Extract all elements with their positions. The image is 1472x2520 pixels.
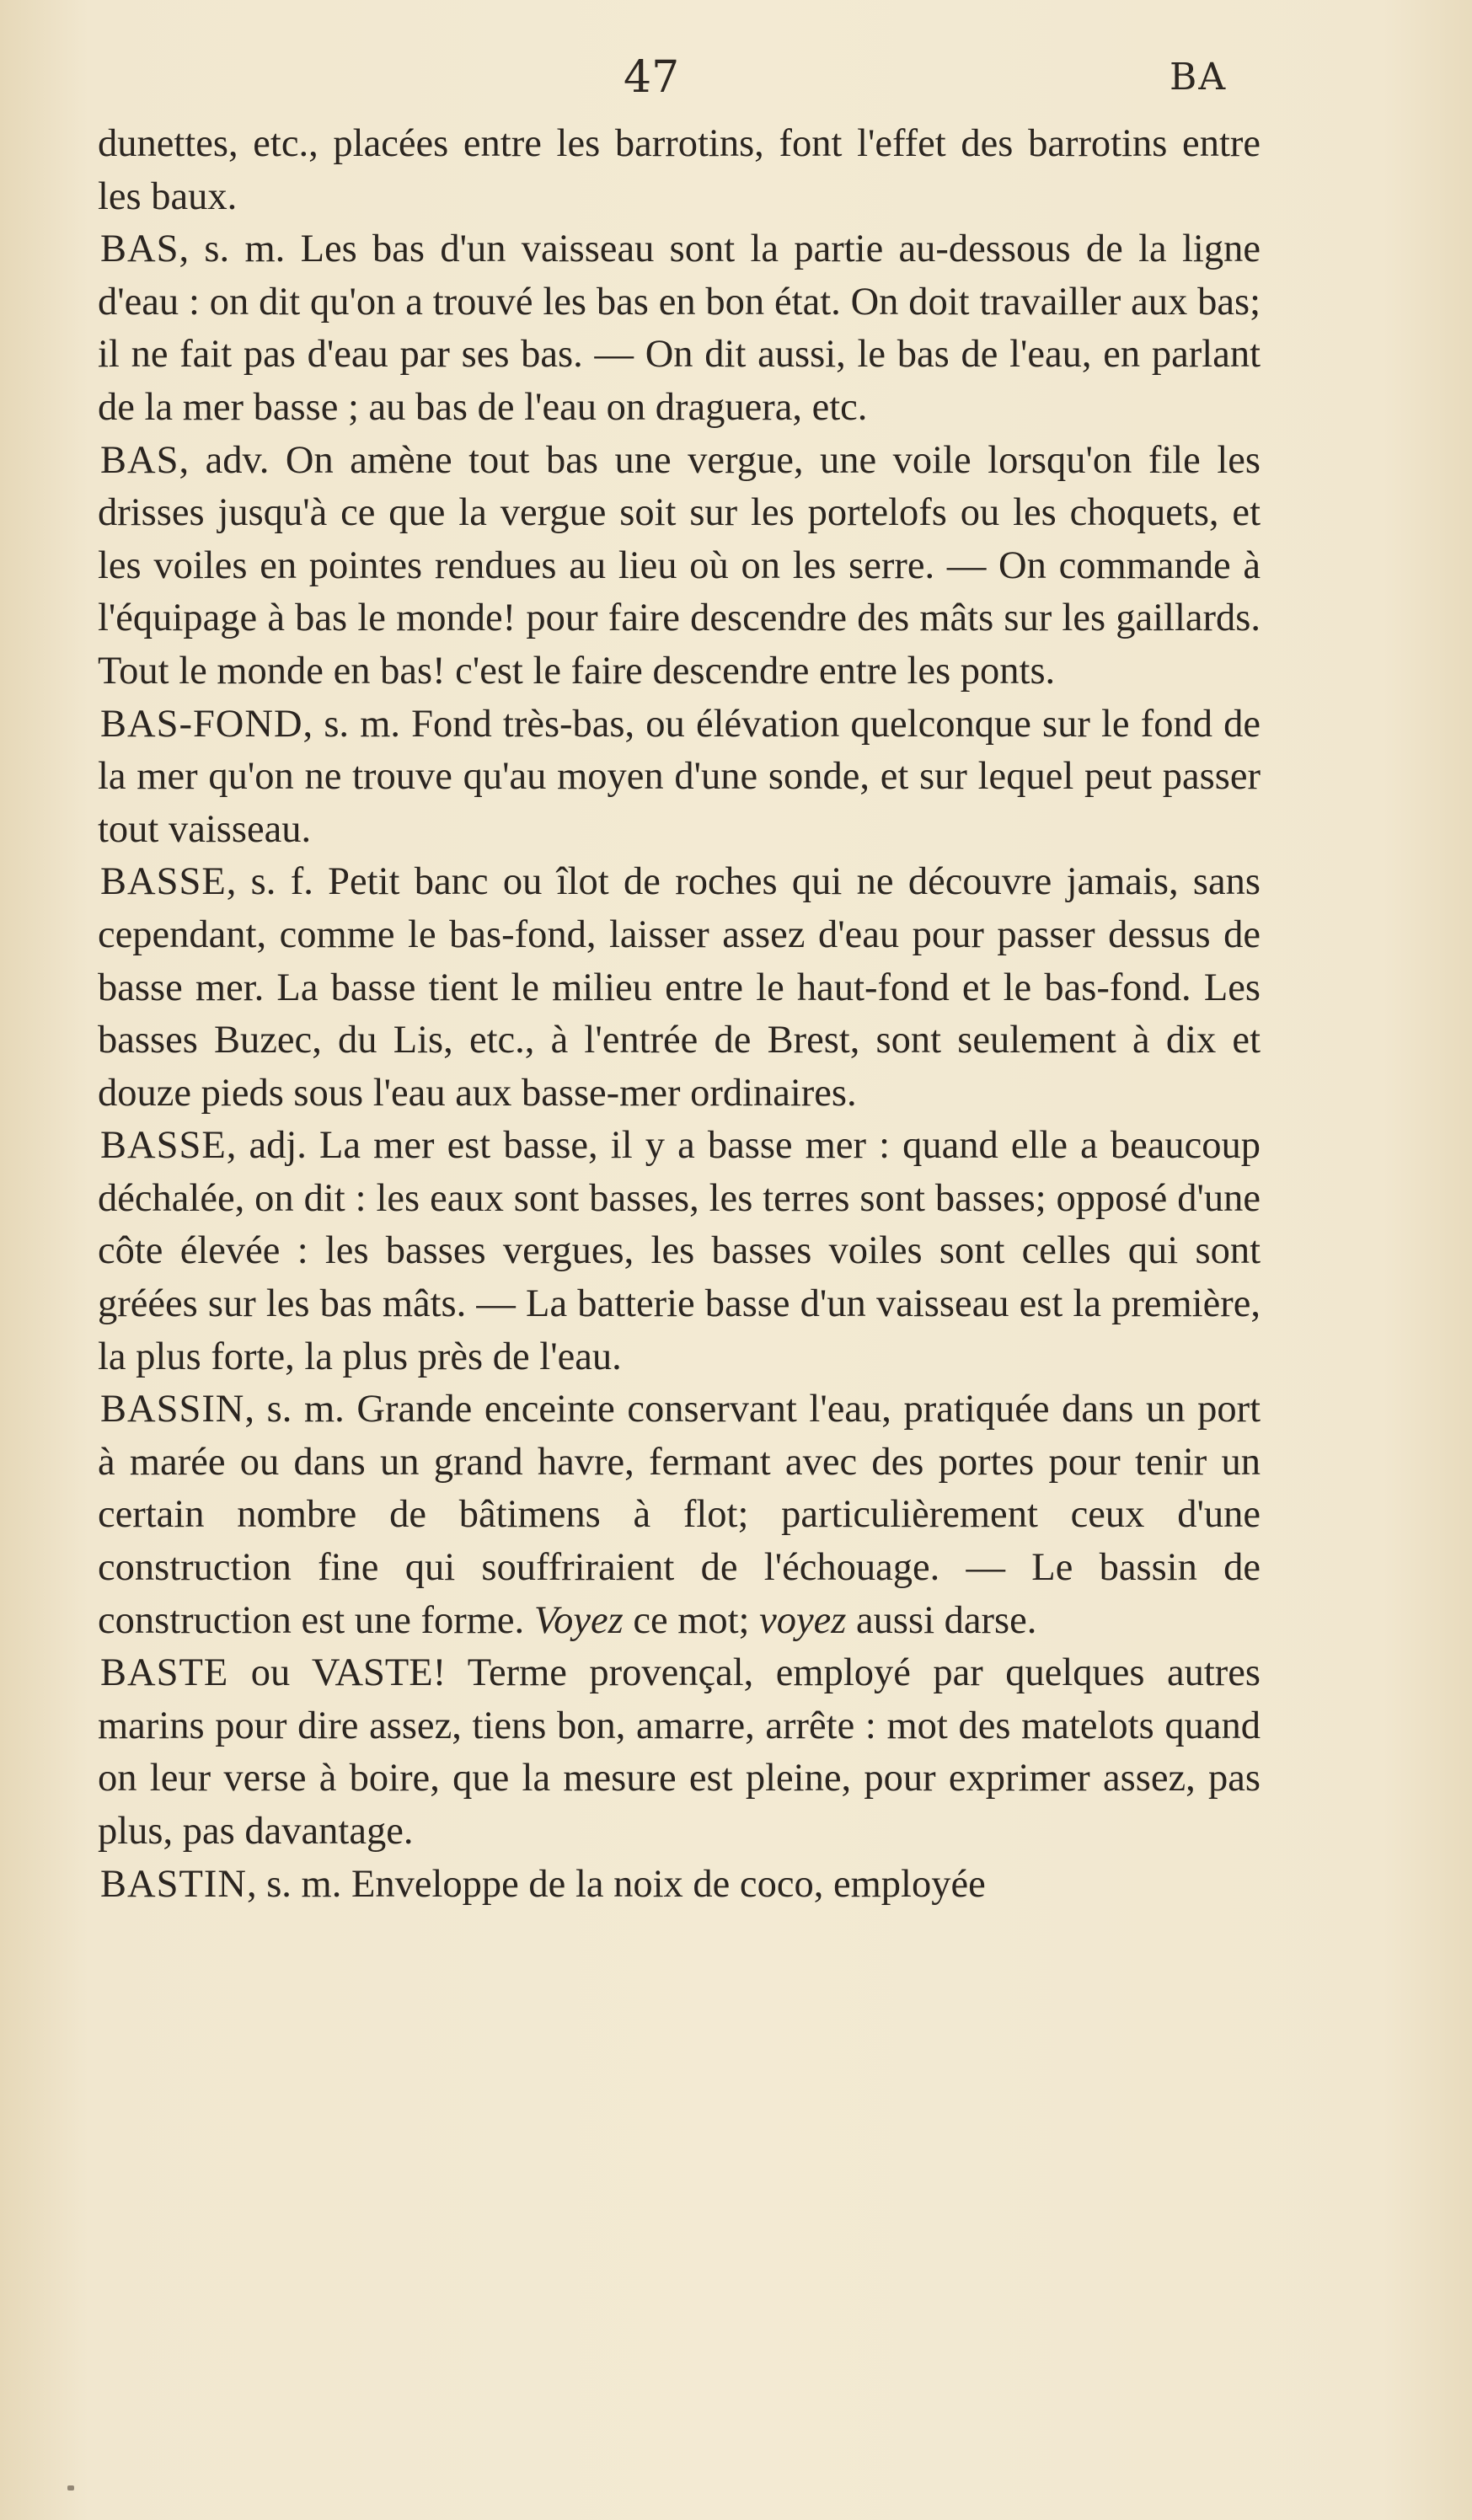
entry-bas-adverb <box>98 435 1261 698</box>
paper-speck <box>67 2485 74 2491</box>
entry-text: , s. m. Enveloppe de la noix de coco, employée <box>246 1862 986 1906</box>
entry-text: ce mot; <box>623 1598 760 1642</box>
cross-reference: voyez <box>759 1598 847 1642</box>
entry-text: , adj. La mer est basse, il y a basse mer : quand elle a beaucoup déchalée, on dit : les eaux sont basses, les terres sont basses; opposé d'une côte élevée : les basses vergues, les basses voiles sont celles qui sont gréées sur les bas mâts. — La batterie basse d'un vaisseau est la première, la plus forte, la plus près de l'eau. <box>98 1124 1261 1378</box>
cross-reference: Voyez <box>533 1598 624 1642</box>
entry-term: BAS <box>100 227 179 271</box>
entry-basse-adjective <box>98 1120 1261 1383</box>
running-head: BA <box>1170 56 1228 99</box>
entry-text: dunettes, etc., placées entre les barrotins, font l'effet des barrotins entre les baux. <box>98 122 1261 218</box>
entry-text: ou VASTE! Terme provençal, employé par quelques autres marins pour dire assez, tiens bon, amarre, arrête : mot des matelots quand on leur verse à boire, que la mesure est pleine, pour exprimer assez, pas plus, pas davantage. <box>98 1651 1261 1853</box>
entry-bas-fond <box>98 698 1261 857</box>
entry-term: BASTE <box>100 1651 229 1695</box>
entry-continuation <box>98 118 1261 223</box>
entry-bas-noun <box>98 223 1261 434</box>
entry-term: BASSE <box>100 860 227 904</box>
entry-text: , s. m. Les bas d'un vaisseau sont la partie au-dessous de la ligne d'eau : on dit qu'on a trouvé les bas en bon état. On doit travailler aux bas; il ne fait pas d'eau par ses bas. — On dit aussi, le bas de l'eau, en parlant de la mer basse ; au bas de l'eau on draguera, etc. <box>98 227 1261 429</box>
entry-text: , s. m. Grande enceinte conservant l'eau, pratiquée dans un port à marée ou dans un grand havre, fermant avec des portes pour tenir un certain nombre de bâtimens à flot; particulièrement ceux d'une construction fine qui souffriraient de l'échouage. — Le bassin de construction est une forme. <box>98 1388 1261 1642</box>
entry-term: BASSIN <box>100 1388 245 1431</box>
entry-term: BAS-FOND <box>100 702 303 746</box>
entry-text: , adv. On amène tout bas une vergue, une voile lorsqu'on file les drisses jusqu'à ce que la vergue soit sur les portelofs ou les choquets, et les voiles en pointes rendues au lieu où on les serre. — On commande à l'équipage à bas le monde! pour faire descendre des mâts sur les gaillards. Tout le monde en bas! c'est le faire descendre entre les ponts. <box>98 438 1261 693</box>
entry-text: aussi darse. <box>846 1598 1037 1642</box>
dictionary-text <box>98 118 1261 1911</box>
entry-bastin <box>98 1859 1261 1912</box>
entry-basse-noun <box>98 856 1261 1120</box>
entry-baste <box>98 1647 1261 1858</box>
entry-bassin <box>98 1383 1261 1647</box>
entry-term: BAS <box>100 438 179 482</box>
entry-text: , s. f. Petit banc ou îlot de roches qui ne découvre jamais, sans cependant, comme le bas-fond, laisser assez d'eau pour passer dessus de basse mer. La basse tient le milieu entre le haut-fond et le bas-fond. Les basses Buzec, du Lis, etc., à l'entrée de Brest, sont seulement à dix et douze pieds sous l'eau aux basse-mer ordinaires. <box>98 860 1261 1115</box>
entry-term: BASTIN <box>100 1862 247 1906</box>
entry-term: BASSE <box>100 1124 227 1168</box>
page-number: 47 <box>624 52 680 103</box>
page-header <box>0 52 1472 111</box>
entry-text: , s. m. Fond très-bas, ou élévation quelconque sur le fond de la mer qu'on ne trouve qu'au moyen d'une sonde, et sur lequel peut passer tout vaisseau. <box>98 702 1261 851</box>
